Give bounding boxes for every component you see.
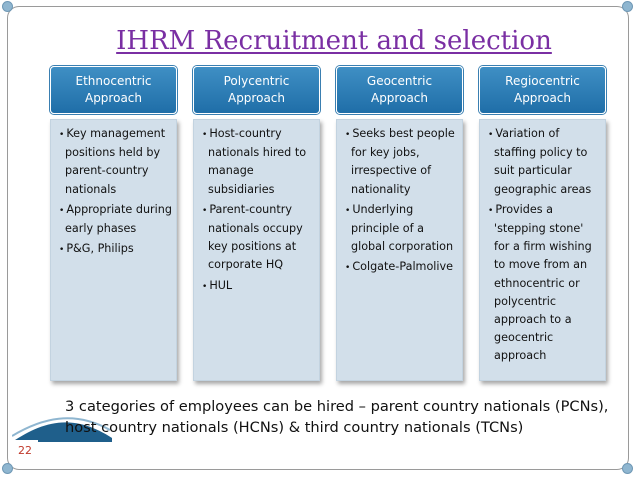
column-body: [50, 119, 177, 381]
column-regiocentric: [479, 66, 606, 381]
column-body: [336, 119, 463, 381]
column-polycentric: [193, 66, 320, 381]
column-body: [479, 119, 606, 381]
column-header-line2: Approach: [227, 91, 285, 105]
column-header-line1: Ethnocentric: [75, 74, 152, 88]
bullet-item: • HUL: [202, 277, 315, 296]
bullet-item: • Underlying principle of a global corporation: [345, 201, 458, 257]
bullet-item: • Host-country nationals hired to manage subsidiaries: [202, 125, 315, 199]
column-geocentric: [336, 66, 463, 381]
bullet-item: • Key management positions held by parent-country nationals: [59, 125, 172, 199]
bullet-item: • Variation of staffing policy to suit particular geographic areas: [488, 125, 601, 199]
corner-dot-bottom-right: [622, 463, 633, 474]
bullet-item: • Seeks best people for key jobs, irrespective of nationality: [345, 125, 458, 199]
column-header-line1: Regiocentric: [505, 74, 580, 88]
corner-dot-top-left: [2, 1, 13, 12]
column-body: [193, 119, 320, 381]
column-header-line2: Approach: [84, 91, 142, 105]
bullet-item: • Parent-country nationals occupy key positions at corporate HQ: [202, 201, 315, 275]
column-header-line2: Approach: [370, 91, 428, 105]
bullet-item: • P&G, Philips: [59, 240, 172, 259]
column-header-line2: Approach: [513, 91, 571, 105]
column-header: [479, 66, 606, 114]
column-header-line1: Geocentric: [366, 74, 433, 88]
slide-title: IHRM Recruitment and selection: [116, 26, 552, 56]
column-ethnocentric: [50, 66, 177, 381]
corner-dot-top-right: [622, 1, 633, 12]
footer-note: 3 categories of employees can be hired – parent country nationals (PCNs), host country nationals (HCNs) & third country nationals (TCNs): [65, 398, 609, 436]
bullet-item: • Appropriate during early phases: [59, 201, 172, 238]
bullet-item: • Provides a 'stepping stone' for a firm wishing to move from an ethnocentric or polycentric approach to a geocentric approach: [488, 201, 601, 366]
column-header: [336, 66, 463, 114]
column-header: [50, 66, 177, 114]
page-number: 22: [12, 440, 38, 462]
column-header-line1: Polycentric: [223, 74, 290, 88]
corner-dot-bottom-left: [2, 463, 13, 474]
bullet-item: • Colgate-Palmolive: [345, 258, 458, 277]
column-header: [193, 66, 320, 114]
